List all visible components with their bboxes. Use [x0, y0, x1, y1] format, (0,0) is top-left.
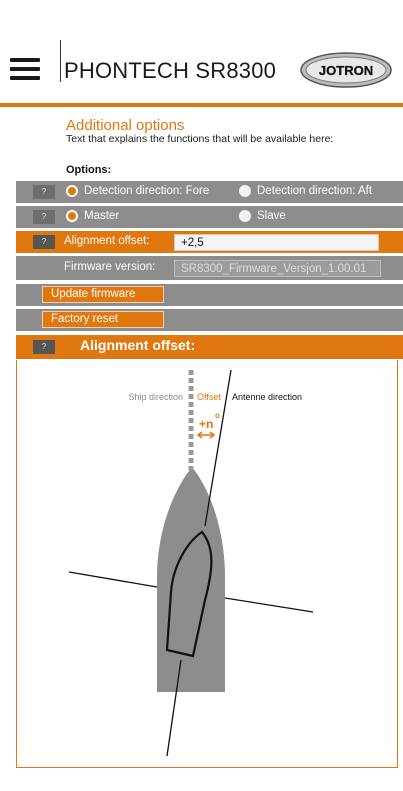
- section-description: Text that explains the functions that will be available here:: [66, 133, 334, 145]
- alignment-diagram-header: [16, 335, 403, 359]
- antenne-direction-label: Antenne direction: [232, 392, 303, 402]
- cross-line-left: [69, 572, 157, 587]
- alignment-diagram: [17, 360, 397, 766]
- help-button[interactable]: ?: [33, 340, 55, 354]
- detection-aft-label: Detection direction: Aft: [257, 185, 373, 197]
- alignment-offset-label: Alignment offset:: [64, 235, 150, 247]
- slave-label: Slave: [257, 210, 286, 222]
- menu-icon[interactable]: [10, 58, 40, 80]
- header-divider: [60, 40, 61, 82]
- logo-text: JOTRON: [318, 63, 374, 78]
- offset-value: +n: [199, 417, 214, 431]
- detection-fore-label: Detection direction: Fore: [84, 185, 210, 197]
- app-title: PHONTECH SR8300: [64, 58, 277, 83]
- factory-reset-row: [16, 309, 403, 331]
- options-label: Options:: [66, 164, 112, 176]
- help-button[interactable]: ?: [33, 210, 55, 224]
- radio-slave[interactable]: [239, 210, 251, 222]
- alignment-offset-row: [16, 231, 403, 253]
- alignment-offset-input[interactable]: +2,5: [174, 234, 379, 251]
- cross-line-right: [225, 598, 313, 612]
- help-button[interactable]: ?: [33, 235, 55, 249]
- master-label: Master: [84, 210, 120, 222]
- diagram-title: Alignment offset:: [80, 337, 196, 353]
- ship-direction-label: Ship direction: [128, 392, 183, 402]
- app-header: [0, 0, 403, 102]
- header-rule: [0, 103, 403, 107]
- firmware-row: [16, 256, 403, 280]
- offset-label: Offset: [197, 392, 221, 402]
- firmware-version-field: SR8300_Firmware_Versjon_1.00.01: [174, 260, 381, 277]
- detection-direction-row: [16, 181, 403, 203]
- firmware-label: Firmware version:: [64, 261, 156, 273]
- radio-detection-aft[interactable]: [239, 185, 251, 197]
- update-firmware-row: [16, 284, 403, 306]
- help-button[interactable]: ?: [33, 185, 55, 199]
- degree-symbol: o: [215, 411, 220, 420]
- update-firmware-button[interactable]: Update firmware: [42, 286, 164, 303]
- section-title: Additional options: [66, 117, 185, 134]
- radio-detection-fore[interactable]: [66, 185, 78, 197]
- jotron-logo: [300, 52, 392, 88]
- role-row: [16, 206, 403, 228]
- factory-reset-button[interactable]: Factory reset: [42, 311, 164, 328]
- alignment-diagram-panel: [16, 360, 398, 768]
- radio-master[interactable]: [66, 210, 78, 222]
